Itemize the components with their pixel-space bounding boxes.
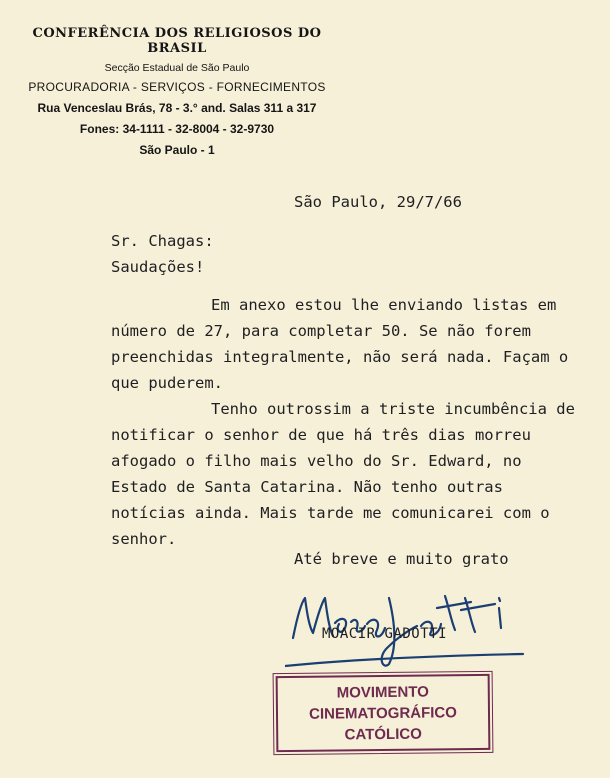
letterhead-phones: Fones: 34-1111 - 32-8004 - 32-9730 <box>79 122 275 136</box>
letter-closing: Até breve e muito grato <box>294 550 509 568</box>
letter-paragraph-1 <box>111 292 581 396</box>
letter-salutation: Sr. Chagas: <box>111 232 214 250</box>
stamp-line-2: CINEMATOGRÁFICO <box>309 703 457 723</box>
letter-paragraph-1-text: Em anexo estou lhe enviando listas em número de 27, para completar 50. Se não forem preenchidas integralmente, não será nada. Façam o que puderem. <box>111 296 569 392</box>
letter-date: São Paulo, 29/7/66 <box>294 193 462 211</box>
signatory-name: MOACIR GADOTTI <box>322 626 448 642</box>
letterhead-city: São Paulo - 1 <box>139 143 215 157</box>
letterhead-organization: CONFERÊNCIA DOS RELIGIOSOS DO BRASIL <box>32 26 322 56</box>
handwritten-signature <box>285 578 525 668</box>
stamp-line-1: MOVIMENTO <box>336 683 429 701</box>
stamp-line-3: CATÓLICO <box>344 725 422 743</box>
letter-paragraph-2-text: Tenho outrossim a triste incumbência de notificar o senhor de que há três dias morreu afogado o filho mais velho do Sr. Edward, no Estado de Santa Catarina. Não tenho outras notícias ainda. Mais tarde me comunicarei com o senhor. <box>111 400 575 548</box>
letterhead <box>22 26 332 164</box>
letterhead-department: PROCURADORIA - SERVIÇOS - FORNECIMENTOS <box>28 80 326 94</box>
letter-greeting: Saudações! <box>111 258 205 276</box>
letterhead-section: Secção Estadual de São Paulo <box>104 62 250 74</box>
letterhead-address: Rua Venceslau Brás, 78 - 3.° and. Salas 311 a 317 <box>37 101 317 115</box>
organization-stamp <box>276 674 491 752</box>
letter-paragraph-2 <box>111 396 581 552</box>
